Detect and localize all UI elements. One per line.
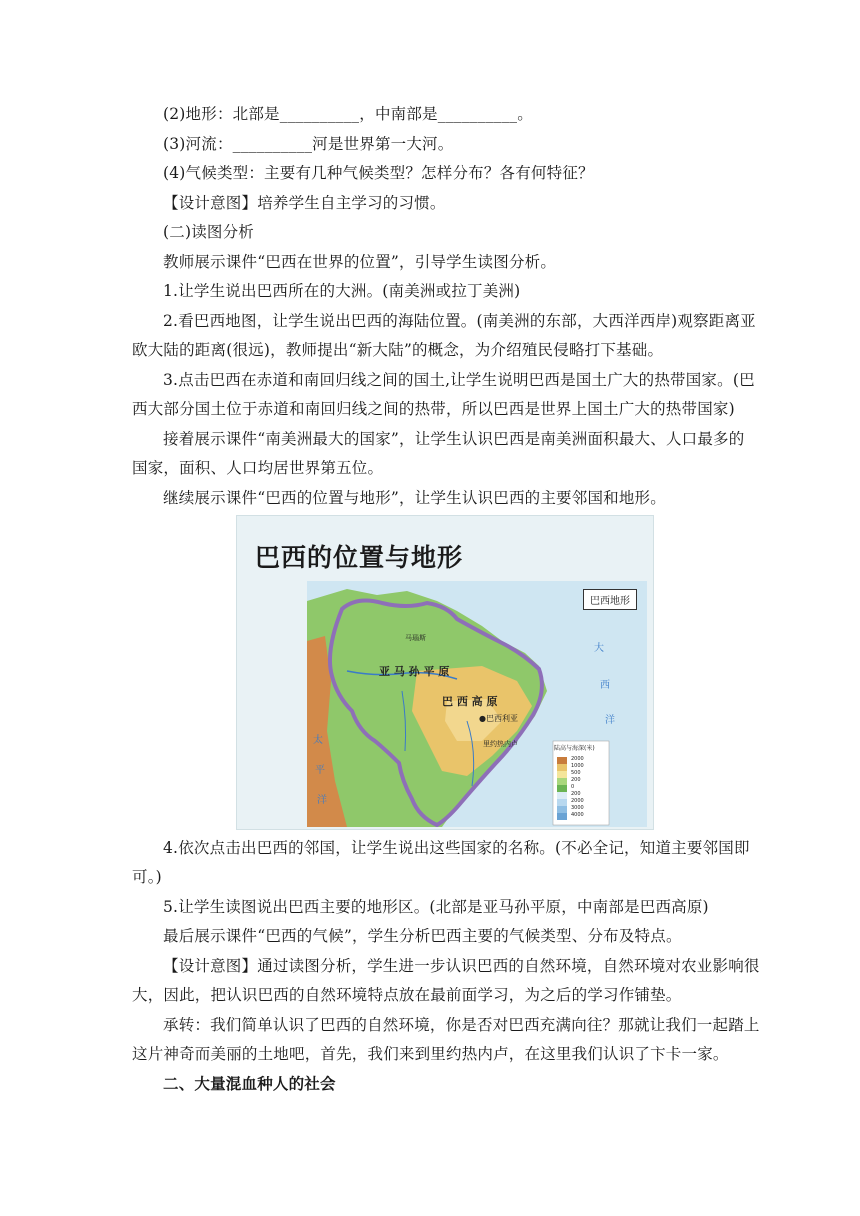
label-pacific-2: 平: [315, 765, 325, 776]
step-4-line-2: 可。): [132, 868, 162, 886]
paragraph-largest-country-2: 国家，面积、人口均居世界第五位。: [132, 459, 384, 477]
brazil-map-figure: [236, 515, 654, 830]
design-intent-2-line-1: 【设计意图】通过读图分析，学生进一步认识巴西的自然环境，自然环境对农业影响很: [163, 957, 760, 975]
design-intent-1: 【设计意图】培养学生自主学习的习惯。: [163, 194, 446, 212]
step-3-line-2: 西大部分国土位于赤道和南回归线之间的热带，所以巴西是世界上国土广大的热带国家): [132, 400, 735, 418]
transition-line-1: 承转：我们简单认识了巴西的自然环境，你是否对巴西充满向往？那就让我们一起踏上: [163, 1016, 760, 1034]
legend-values: 2000 1000 500 200 0 200 2000 3000 4000: [571, 756, 584, 818]
step-2-line-1: 2.看巴西地图，让学生说出巴西的海陆位置。(南美洲的东部，大西洋西岸)观察距离亚: [163, 312, 756, 330]
label-pacific-3: 洋: [317, 795, 327, 806]
paragraph-climate: 最后展示课件“巴西的气候”，学生分析巴西主要的气候类型、分布及特点。: [163, 927, 682, 945]
label-pacific-1: 太: [313, 735, 323, 746]
label-brasilia: ●巴西利亚: [479, 714, 518, 723]
design-intent-2-line-2: 大，因此，把认识巴西的自然环境特点放在最前面学习，为之后的学习作铺垫。: [132, 986, 682, 1004]
paragraph-largest-country-1: 接着展示课件“南美洲最大的国家”，让学生认识巴西是南美洲面积最大、人口最多的: [163, 430, 745, 448]
paragraph-teacher-shows: 教师展示课件“巴西在世界的位置”，引导学生读图分析。: [163, 253, 557, 271]
step-2-line-2: 欧大陆的距离(很远)，教师提出“新大陆”的概念，为介绍殖民侵略打下基础。: [132, 341, 664, 359]
label-brazil-plateau: 巴 西 高 原: [442, 695, 498, 708]
transition-line-2: 这片神奇而美丽的土地吧，首先，我们来到里约热内卢，在这里我们认识了卞卡一家。: [132, 1045, 729, 1063]
label-amazon-plain: 亚 马 孙 平 原: [379, 665, 450, 678]
label-manaus: 马瑙斯: [405, 634, 426, 642]
section-heading-mixed-race: 二、大量混血种人的社会: [163, 1074, 336, 1093]
label-atlantic-1: 大: [594, 643, 604, 654]
paragraph-location-terrain: 继续展示课件“巴西的位置与地形”，让学生认识巴西的主要邻国和地形。: [163, 489, 666, 507]
fill-in-river: (3)河流：__________河是世界第一大河。: [163, 135, 454, 153]
step-3-line-1: 3.点击巴西在赤道和南回归线之间的国土,让学生说明巴西是国土广大的热带国家。(巴: [163, 371, 755, 389]
question-climate: (4)气候类型：主要有几种气候类型？怎样分布？各有何特征？: [163, 164, 594, 182]
legend-title: 陆高与海深(米): [554, 745, 595, 752]
map-tag: 巴西地形: [583, 589, 637, 610]
map-area: [307, 581, 647, 827]
label-rio: 里约热内卢: [483, 740, 518, 748]
section-map-analysis: (二)读图分析: [163, 223, 254, 241]
step-1: 1.让学生说出巴西所在的大洲。(南美洲或拉丁美洲): [163, 282, 521, 300]
label-atlantic-2: 西: [600, 680, 610, 691]
step-5: 5.让学生读图说出巴西主要的地形区。(北部是亚马孙平原，中南部是巴西高原): [163, 898, 709, 916]
figure-title: 巴西的位置与地形: [255, 543, 464, 572]
label-atlantic-3: 洋: [605, 715, 615, 726]
step-4-line-1: 4.依次点击出巴西的邻国，让学生说出这些国家的名称。(不必全记，知道主要邻国即: [163, 839, 750, 857]
fill-in-terrain: (2)地形：北部是__________，中南部是__________。: [163, 105, 533, 123]
